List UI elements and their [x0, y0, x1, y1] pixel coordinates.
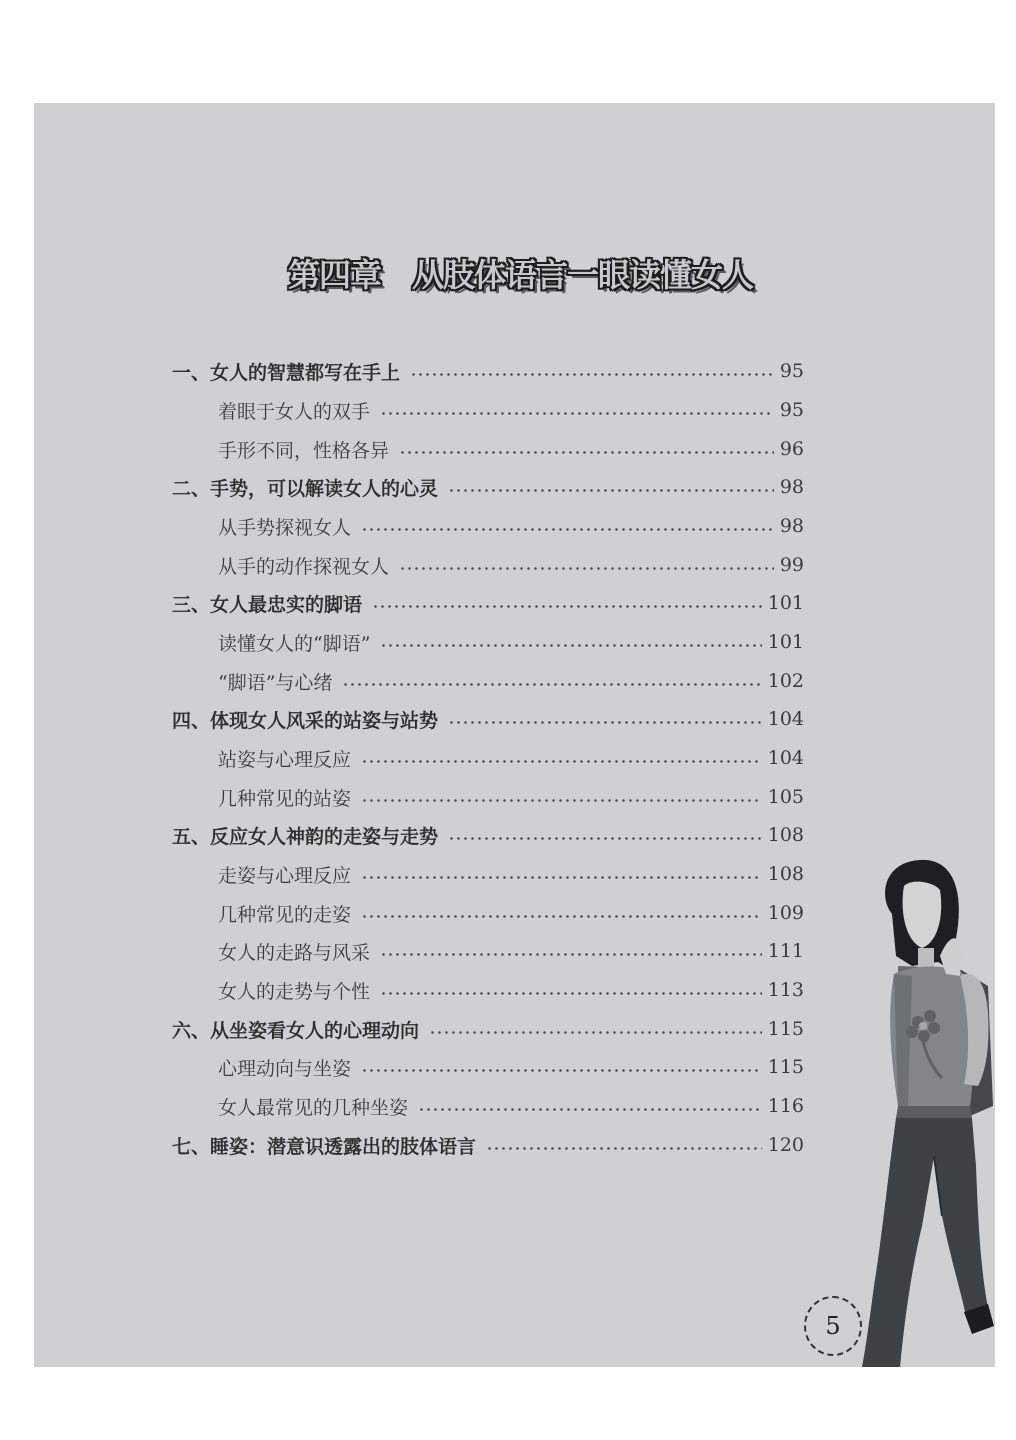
toc-page-number: 111	[767, 940, 804, 962]
toc-page-number: 115	[767, 1056, 804, 1078]
toc-page-number: 116	[767, 1095, 804, 1117]
toc-label: 七、睡姿：潜意识透露出的肢体语言	[172, 1135, 477, 1158]
toc-label: 五、反应女人神韵的走姿与走势	[172, 825, 439, 848]
toc-page-number: 104	[767, 708, 804, 730]
dot-leader	[448, 489, 774, 492]
toc-subsection[interactable]	[218, 1052, 804, 1082]
toc-label: 三、女人最忠实的脚语	[172, 593, 363, 616]
toc-subsection[interactable]	[218, 859, 804, 889]
toc-label: 着眼于女人的双手	[218, 400, 371, 423]
toc-page-number: 101	[767, 631, 804, 653]
toc-label: 四、体现女人风采的站姿与站势	[172, 709, 439, 732]
toc-subsection[interactable]	[218, 1091, 804, 1121]
toc-subsection[interactable]	[218, 898, 804, 928]
toc-subsection[interactable]	[218, 395, 804, 425]
toc-label: 一、女人的智慧都写在手上	[172, 361, 401, 384]
dot-leader	[361, 915, 762, 918]
toc-label: 站姿与心理反应	[218, 748, 352, 771]
toc-section-4[interactable]	[172, 704, 804, 734]
toc-label: 几种常见的站姿	[218, 787, 352, 810]
toc-label: 六、从坐姿看女人的心理动向	[172, 1019, 420, 1042]
dot-leader	[380, 992, 762, 995]
toc-page-number: 109	[767, 902, 804, 924]
toc-subsection[interactable]	[218, 782, 804, 812]
toc-subsection[interactable]	[218, 936, 804, 966]
woman-illustration	[838, 856, 995, 1367]
toc-section-5[interactable]	[172, 820, 804, 850]
toc-label: 心理动向与坐姿	[218, 1057, 352, 1080]
dot-leader	[361, 799, 762, 802]
toc-label: 女人最常见的几种坐姿	[218, 1096, 409, 1119]
dot-leader	[361, 876, 762, 879]
toc-page-number: 95	[779, 360, 804, 382]
toc-page-number: 113	[767, 979, 804, 1001]
toc-page-number: 120	[767, 1134, 804, 1156]
toc-label: 手形不同，性格各异	[218, 439, 390, 462]
toc-label: 二、手势，可以解读女人的心灵	[172, 477, 439, 500]
dot-leader	[399, 451, 774, 454]
toc-subsection[interactable]	[218, 511, 804, 541]
dot-leader	[380, 412, 774, 415]
dot-leader	[342, 683, 761, 686]
dot-leader	[448, 721, 762, 724]
dot-leader	[448, 837, 762, 840]
dot-leader	[380, 953, 762, 956]
toc-page-number: 98	[779, 476, 804, 498]
dot-leader	[380, 644, 761, 647]
dot-leader	[429, 1031, 762, 1034]
toc-page-number: 98	[779, 515, 804, 537]
dot-leader	[361, 528, 774, 531]
toc-page-number: 108	[767, 824, 804, 846]
dot-leader	[361, 1069, 762, 1072]
toc-section-6[interactable]	[172, 1014, 804, 1044]
chapter-title: 第四章 从肢体语言一眼读懂女人	[288, 256, 754, 294]
toc-page-number: 105	[767, 786, 804, 808]
toc-label: 几种常见的走姿	[218, 903, 352, 926]
toc-label: 女人的走路与风采	[218, 941, 371, 964]
toc-page-number: 108	[767, 863, 804, 885]
toc-page-number: 115	[767, 1018, 804, 1040]
toc-label: “脚语”与心绪	[218, 671, 333, 694]
toc-section-3[interactable]	[172, 588, 804, 618]
toc-section-2[interactable]	[172, 472, 804, 502]
toc-subsection[interactable]	[218, 666, 804, 696]
toc-label: 从手势探视女人	[218, 516, 352, 539]
dot-leader	[399, 567, 774, 570]
toc-section-1[interactable]	[172, 356, 804, 386]
toc-label: 读懂女人的“脚语”	[218, 632, 371, 655]
toc-subsection[interactable]	[218, 627, 804, 657]
toc-subsection[interactable]	[218, 975, 804, 1005]
toc-page-number: 99	[779, 554, 804, 576]
dot-leader	[410, 373, 774, 376]
toc-page-number: 102	[767, 670, 804, 692]
toc-subsection[interactable]	[218, 743, 804, 773]
toc-section-7[interactable]	[172, 1130, 804, 1160]
toc-page-number: 96	[779, 438, 804, 460]
toc-label: 从手的动作探视女人	[218, 555, 390, 578]
toc-page-number: 95	[779, 399, 804, 421]
toc-page-number: 101	[767, 592, 804, 614]
dot-leader	[372, 605, 762, 608]
toc-label: 走姿与心理反应	[218, 864, 352, 887]
dot-leader	[486, 1147, 762, 1150]
toc-subsection[interactable]	[218, 434, 804, 464]
toc-label: 女人的走势与个性	[218, 980, 371, 1003]
toc-subsection[interactable]	[218, 550, 804, 580]
page-number-badge: 5	[804, 1296, 862, 1356]
toc-page-number: 104	[767, 747, 804, 769]
dot-leader	[418, 1108, 762, 1111]
dot-leader	[361, 760, 762, 763]
